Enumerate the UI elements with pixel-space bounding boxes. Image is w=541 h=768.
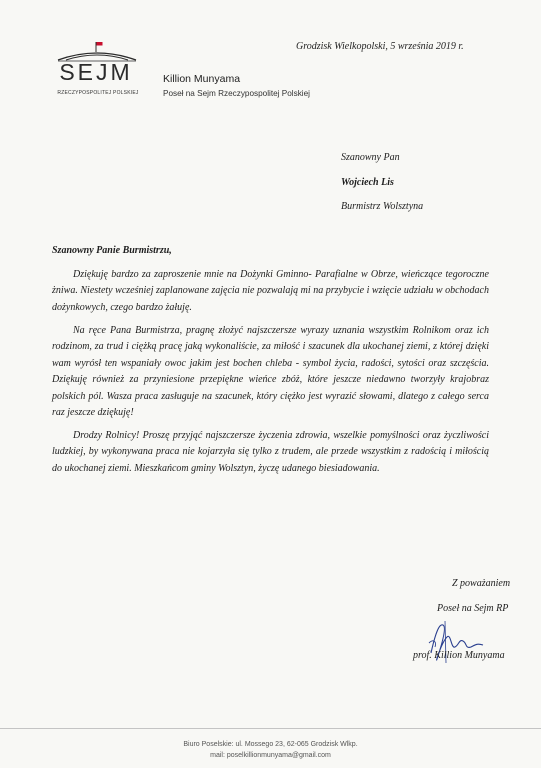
footer-address: Biuro Poselskie: ul. Mossego 23, 62-065 Grodzisk Wlkp. [183, 741, 358, 748]
closing-regards: Z poważaniem [452, 578, 511, 589]
sender-role: Poseł na Sejm Rzeczypospolitej Polskiej [163, 89, 310, 98]
salutation: Szanowny Panie Burmistrzu, [52, 245, 172, 256]
footer-email: mail: poselkillionmunyama@gmail.com [210, 752, 331, 759]
logo-text: SEJM [59, 59, 133, 85]
footer-divider [0, 728, 541, 729]
recipient-name: Wojciech Lis [341, 177, 394, 188]
logo-subtitle: RZECZYPOSPOLITEJ POLSKIEJ [57, 90, 139, 96]
sejm-logo [52, 38, 142, 100]
closing-name: prof. Killion Munyama [413, 650, 505, 661]
paragraph: Dziękuję bardzo za zaproszenie mnie na Dożynki Gminno- Parafialne w Obrze, wieńczące tegoroczne żniwa. Niestety wcześniej zaplanowane zajęcia nie pozwalają mi na przybycie i wzięcie udziału w obchodach dożynkowych, czego bardzo żałuję. [52, 269, 489, 313]
recipient-greeting: Szanowny Pan [341, 152, 400, 163]
paragraph: Drodzy Rolnicy! Proszę przyjąć najszczersze życzenia zdrowia, wszelkie pomyślności oraz życzliwości ludzkiej, by wykonywana praca nie kojarzyła się tylko z trudem, ale przede wszystkim z radością i miłością do ukochanej ziemi. Mieszkańcom gminy Wolsztyn, życzę udanego biesiadowania. [52, 430, 489, 474]
place-date: Grodzisk Wielkopolski, 5 września 2019 r. [296, 41, 464, 52]
sender-name: Killion Munyama [163, 73, 241, 85]
paragraph: Na ręce Pana Burmistrza, pragnę złożyć najszczersze wyrazy uznania wszystkim Rolnikom oraz ich rodzinom, za trud i ciężką pracę jaką wykonaliście, za miłość i szacunek dla ukochanej ziemi, z której dzięki wam wyrósł ten wspaniały owoc jakim jest bochen chleba - symbol życia, radości, sytości oraz szczęścia. Dziękuję również za przyniesione przepiękne wieńce zbóż, które jeszcze niedawno tworzyły krajobraz polskich pól. Wasza praca zasługuje na szacunek, który ciężko jest wyrazić słowami, dlatego z całego serca raz jeszcze dziękuję! [52, 325, 489, 419]
closing-role: Poseł na Sejm RP [437, 603, 509, 614]
recipient-title: Burmistrz Wolsztyna [341, 201, 424, 212]
